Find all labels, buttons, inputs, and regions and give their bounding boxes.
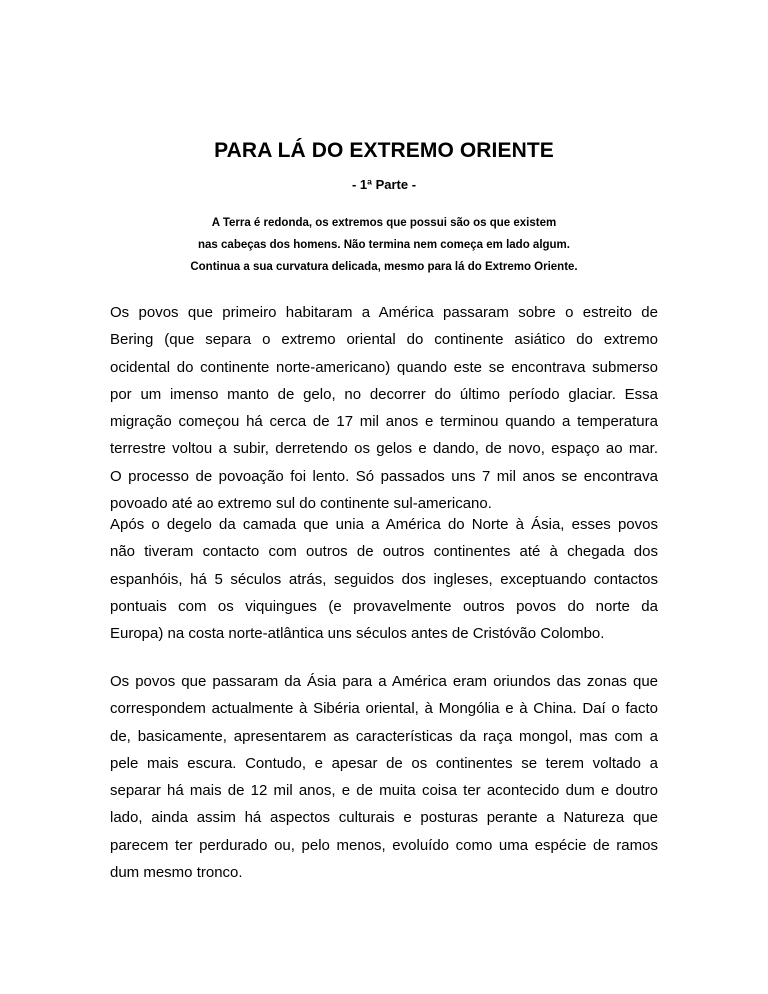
paragraph-line: Europa) na costa norte-atlântica uns séculos antes de Cristóvão Colombo. — [110, 625, 605, 643]
paragraph-line: de, basicamente, apresentarem as características da raça mongol, mas com a — [110, 727, 658, 745]
document-subtitle: - 1ª Parte - — [351, 177, 417, 192]
paragraph-line: O processo de povoação foi lento. Só passados uns 7 mil anos se encontrava — [110, 467, 658, 485]
paragraph-line: não tiveram contacto com outros de outros continentes até à chegada dos — [110, 543, 658, 561]
paragraph-line: separar há mais de 12 mil anos, e de muita coisa ter acontecido dum e doutro — [110, 782, 658, 800]
paragraph-3 — [110, 668, 658, 886]
paragraph-line: correspondem actualmente à Sibéria oriental, à Mongólia e à China. Daí o facto — [110, 700, 658, 718]
paragraph-line: lado, ainda assim há aspectos culturais e posturas perante a Natureza que — [110, 809, 658, 827]
paragraph-line: parecem ter perdurado ou, pelo menos, evoluído como uma espécie de ramos — [110, 836, 658, 854]
epigraph-line: nas cabeças dos homens. Não termina nem começa em lado algum. — [198, 239, 570, 251]
paragraph-line: pontuais com os viquingues (e provavelmente outros povos do norte da — [110, 597, 658, 615]
paragraph-line: migração começou há cerca de 17 mil anos e terminou quando a temperatura — [110, 413, 658, 431]
epigraph-line: A Terra é redonda, os extremos que possui são os que existem — [211, 217, 557, 229]
paragraph-line: dum mesmo tronco. — [110, 864, 243, 882]
paragraph-line: terrestre voltou a subir, derretendo os gelos e dando, de novo, espaço ao mar. — [110, 440, 658, 458]
paragraph-1 — [110, 299, 658, 517]
paragraph-line: Os povos que primeiro habitaram a América passaram sobre o estreito de — [110, 304, 658, 321]
epigraph — [0, 212, 768, 278]
paragraph-line: pele mais escura. Contudo, e apesar de os continentes se terem voltado a — [110, 754, 658, 772]
epigraph-line: Continua a sua curvatura delicada, mesmo para lá do Extremo Oriente. — [190, 261, 578, 273]
document-title: PARA LÁ DO EXTREMO ORIENTE — [214, 139, 554, 162]
paragraph-line: povoado até ao extremo sul do continente sul-americano. — [110, 495, 492, 513]
paragraph-line: Bering (que separa o extremo oriental do continente asiático do extremo — [110, 331, 658, 349]
paragraph-line: ocidental do continente norte-americano) quando este se encontrava submerso — [110, 358, 658, 376]
paragraph-line: espanhóis, há 5 séculos atrás, seguidos dos ingleses, exceptuando contactos — [110, 570, 658, 588]
paragraph-line: Após o degelo da camada que unia a América do Norte à Ásia, esses povos — [110, 516, 658, 533]
paragraph-line: Os povos que passaram da Ásia para a América eram oriundos das zonas que — [110, 673, 658, 690]
paragraph-2 — [110, 511, 658, 647]
paragraph-line: por um imenso manto de gelo, no decorrer do último período glaciar. Essa — [110, 385, 658, 403]
